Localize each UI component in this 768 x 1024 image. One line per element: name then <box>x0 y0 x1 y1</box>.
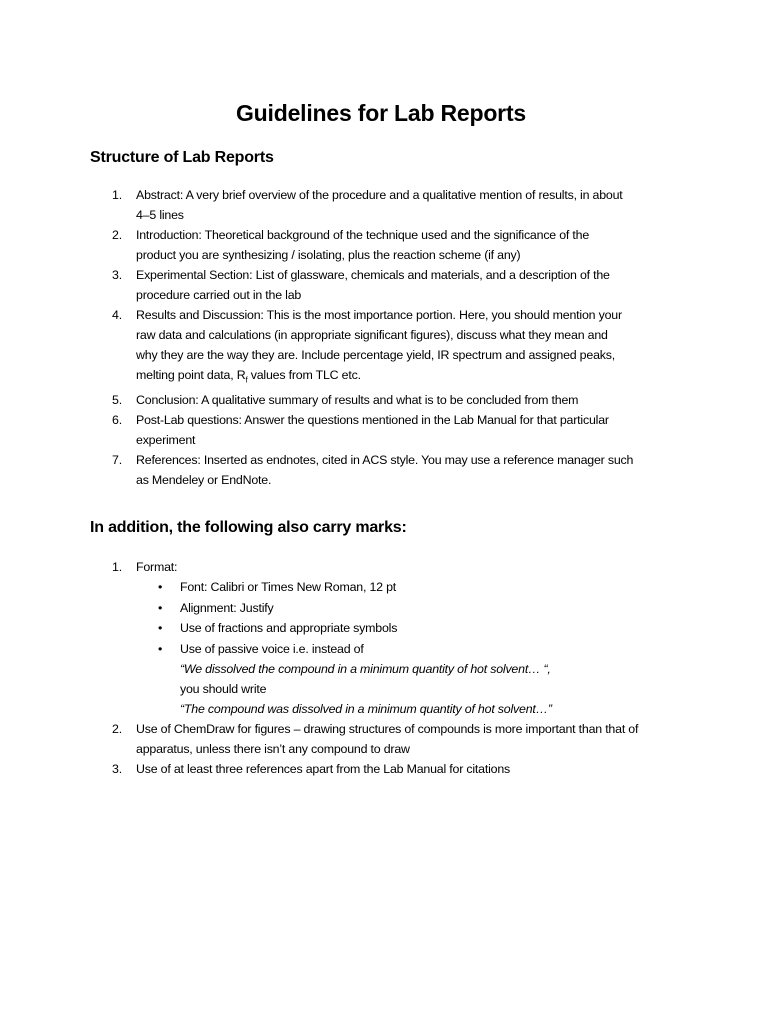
bullet-item <box>136 618 672 639</box>
bullet-text: Use of fractions and appropriate symbols <box>180 621 398 636</box>
item-line: Abstract: A very brief overview of the procedure and a qualitative mention of results, in about <box>136 188 623 202</box>
item-line: apparatus, unless there isn’t any compound to draw <box>136 742 410 757</box>
list-item <box>90 305 672 390</box>
list-item <box>90 410 672 450</box>
item-line: raw data and calculations (in appropriate significant figures), discuss what they mean and <box>136 328 608 342</box>
item-line: why they are the way they are. Include percentage yield, IR spectrum and assigned peaks, <box>136 348 615 362</box>
list-item <box>90 719 672 759</box>
item-line: Format: <box>136 560 178 575</box>
list-number: 1. <box>112 188 122 202</box>
list-number: 4. <box>112 308 122 322</box>
item-line: Experimental Section: List of glassware, chemicals and materials, and a description of the <box>136 268 610 282</box>
bullet-item <box>136 598 672 619</box>
addition-list <box>90 557 672 779</box>
bullet-icon: • <box>158 621 163 636</box>
structure-list <box>90 185 672 490</box>
item-line: Post-Lab questions: Answer the questions mentioned in the Lab Manual for that particular <box>136 413 609 428</box>
list-number: 5. <box>112 393 122 408</box>
subscript-f: f <box>245 375 248 385</box>
list-item <box>90 450 672 490</box>
list-number: 3. <box>112 762 122 777</box>
item-line: Use of at least three references apart from the Lab Manual for citations <box>136 762 511 777</box>
item-line: product you are synthesizing / isolating, plus the reaction scheme (if any) <box>136 248 521 262</box>
bullet-text: Use of passive voice i.e. instead of <box>180 641 364 656</box>
item-line: Conclusion: A qualitative summary of results and what is to be concluded from them <box>136 393 579 408</box>
example-quote-passive: “The compound was dissolved in a minimum quantity of hot solvent…” <box>180 702 552 717</box>
bullet-item <box>136 639 672 660</box>
list-number: 2. <box>112 228 122 242</box>
format-bullets <box>136 577 672 659</box>
item-line: Results and Discussion: This is the most importance portion. Here, you should mention your <box>136 308 622 322</box>
item-line: procedure carried out in the lab <box>136 288 302 302</box>
list-number: 7. <box>112 453 122 468</box>
bullet-icon: • <box>158 641 163 656</box>
bullet-text: Font: Calibri or Times New Roman, 12 pt <box>180 580 396 595</box>
item-line: as Mendeley or EndNote. <box>136 473 272 488</box>
list-number: 2. <box>112 722 122 737</box>
list-number: 6. <box>112 413 122 428</box>
section-heading-addition: In addition, the following also carry marks: <box>90 519 407 537</box>
item-line: Introduction: Theoretical background of the technique used and the significance of the <box>136 228 590 242</box>
item-line: Use of ChemDraw for figures – drawing structures of compounds is more important than that of <box>136 722 639 737</box>
bullet-icon: • <box>158 600 163 615</box>
example-quote-active: “We dissolved the compound in a minimum quantity of hot solvent… “, <box>180 662 551 677</box>
list-item <box>90 557 672 719</box>
item-line <box>136 365 672 390</box>
bullet-item <box>136 577 672 598</box>
list-item <box>90 185 672 225</box>
list-number: 3. <box>112 268 122 282</box>
item-line-text: melting point data, R <box>136 368 246 382</box>
bullet-icon: • <box>158 580 163 595</box>
example-connector: you should write <box>180 682 267 697</box>
page-title: Guidelines for Lab Reports <box>235 100 526 126</box>
section-heading-structure: Structure of Lab Reports <box>90 149 274 166</box>
list-item <box>90 265 672 305</box>
list-item <box>90 225 672 265</box>
item-line: References: Inserted as endnotes, cited in ACS style. You may use a reference manager such <box>136 453 634 468</box>
bullet-text: Alignment: Justify <box>180 600 274 615</box>
item-line-text: values from TLC etc. <box>247 368 361 382</box>
list-item <box>90 759 672 779</box>
item-line: experiment <box>136 433 196 448</box>
list-item <box>90 390 672 410</box>
list-number: 1. <box>112 560 122 575</box>
item-line: 4–5 lines <box>136 208 184 222</box>
